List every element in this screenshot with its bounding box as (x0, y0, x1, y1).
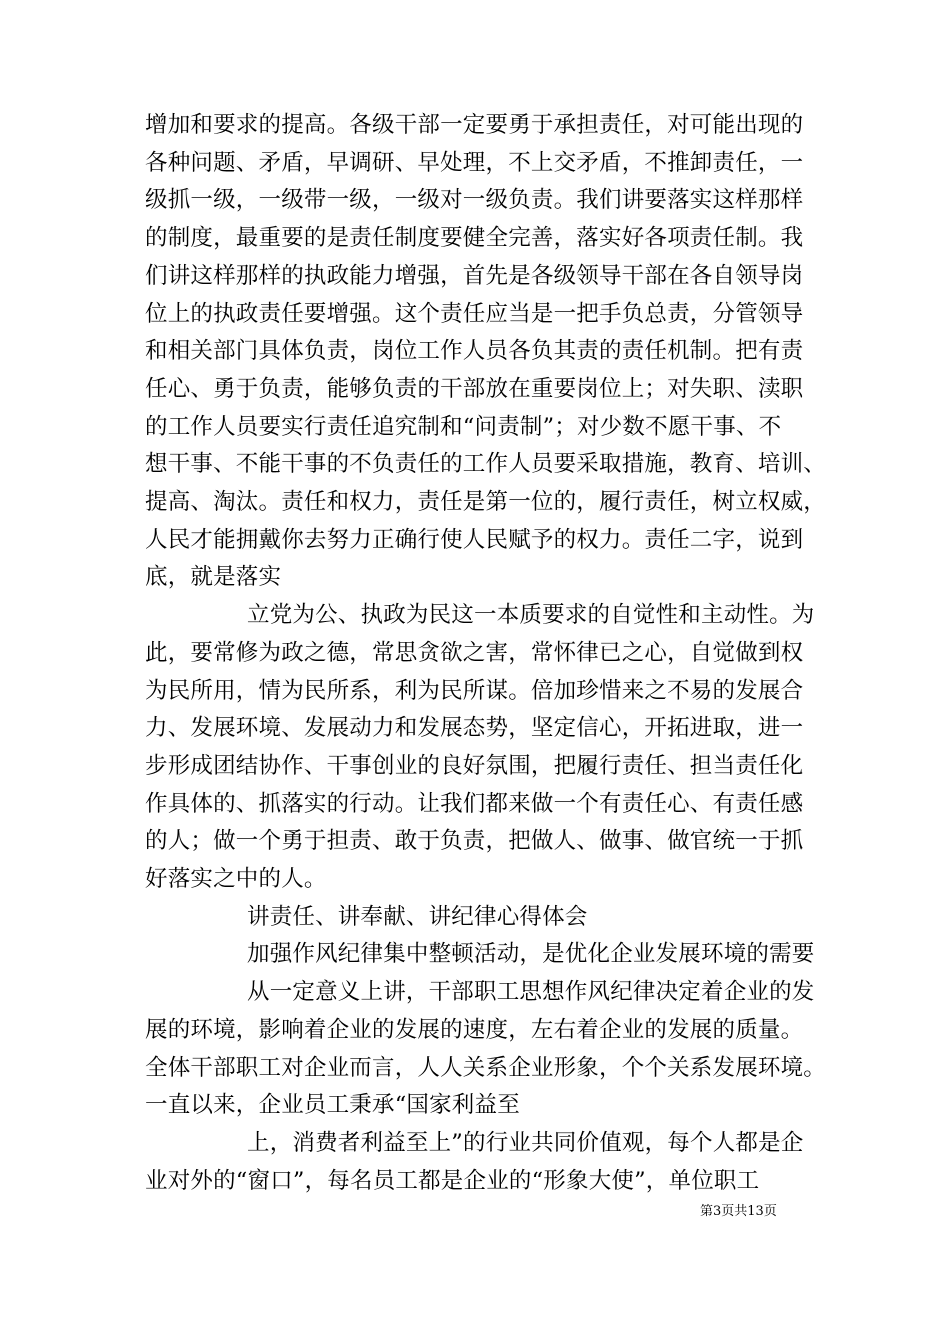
text-line: 一直以来，企业员工秉承“国家利益至 (145, 1092, 520, 1118)
text-line: 想干事、不能干事的不负责任的工作人员要采取措施，教育、培训、 (145, 451, 827, 477)
text-line: 全体干部职工对企业而言，人人关系企业形象，个个关系发展环境。 (145, 1055, 827, 1081)
text-line: 此，要常修为政之德，常思贪欲之害，常怀律已之心，自觉做到权 (145, 640, 804, 666)
text-line: 作具体的、抓落实的行动。让我们都来做一个有责任心、有责任感 (145, 791, 804, 817)
text-line: 级抓一级，一级带一级，一级对一级负责。我们讲要落实这样那样 (145, 187, 804, 213)
text-line: 为民所用，情为民所系，利为民所谋。倍加珍惜来之不易的发展合 (145, 678, 804, 704)
text-line: 人民才能拥戴你去努力正确行使人民赋予的权力。责任二字，说到 (145, 527, 804, 553)
text-line: 们讲这样那样的执政能力增强，首先是各级领导干部在各自领导岗 (145, 263, 804, 289)
text-line: 力、发展环境、发展动力和发展态势，坚定信心，开拓进取，进一 (145, 715, 804, 741)
text-line: 各种问题、矛盾，早调研、早处理，不上交矛盾，不推卸责任，一 (145, 150, 804, 176)
text-line: 和相关部门具体负责，岗位工作人员各负其责的责任机制。把有责 (145, 338, 804, 364)
text-line: 任心、勇于负责，能够负责的干部放在重要岗位上；对失职、渎职 (145, 376, 804, 402)
text-line: 提高、淘汰。责任和权力，责任是第一位的，履行责任，树立权威， (145, 489, 827, 515)
text-line: 好落实之中的人。 (145, 866, 327, 892)
text-line: 底，就是落实 (145, 564, 282, 590)
text-line: 展的环境，影响着企业的发展的速度，左右着企业的发展的质量。 (145, 1017, 804, 1043)
text-line: 从一定意义上讲，干部职工思想作风纪律决定着企业的发 (247, 979, 815, 1005)
text-line: 立党为公、执政为民这一本质要求的自觉性和主动性。为 (247, 602, 815, 628)
section-heading: 讲责任、讲奉献、讲纪律心得体会 (247, 904, 588, 930)
text-line: 的工作人员要实行责任追究制和“问责制”；对少数不愿干事、不 (145, 414, 782, 440)
text-line: 位上的执政责任要增强。这个责任应当是一把手负总责，分管领导 (145, 301, 804, 327)
text-line: 的制度，最重要的是责任制度要健全完善，落实好各项责任制。我 (145, 225, 804, 251)
section-subheading: 加强作风纪律集中整顿活动，是优化企业发展环境的需要 (247, 941, 815, 967)
text-line: 的人；做一个勇于担责、敢于负责，把做人、做事、做官统一于抓 (145, 828, 804, 854)
page-number: 第3页共13页 (700, 1204, 777, 1219)
text-line: 增加和要求的提高。各级干部一定要勇于承担责任，对可能出现的 (145, 112, 804, 138)
text-line: 业对外的“窗口”，每名员工都是企业的“形象大使”，单位职工 (145, 1168, 760, 1194)
text-line: 上，消费者利益至上”的行业共同价值观，每个人都是企 (247, 1130, 804, 1156)
text-line: 步形成团结协作、干事创业的良好氛围，把履行责任、担当责任化 (145, 753, 804, 779)
